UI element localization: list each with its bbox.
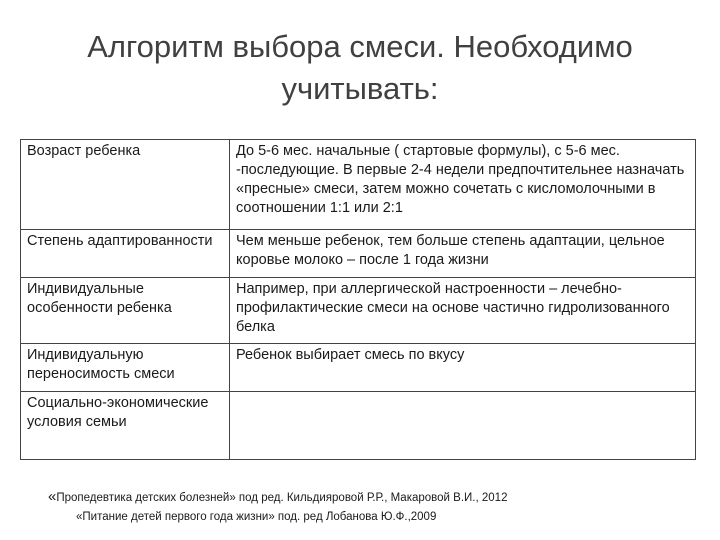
factor-socioeconomic: Социально-экономические условия семьи	[27, 395, 209, 430]
table-cell-factor	[21, 344, 230, 392]
table-cell-detail	[230, 392, 696, 460]
table-cell-factor	[21, 392, 230, 460]
table-row	[21, 140, 696, 230]
slide-title-line-1: Алгоритм выбора смеси. Необходимо	[87, 29, 633, 64]
detail-adaptation: Чем меньше ребенок, тем больше степень адаптации, цельное коровье молоко – после 1 года жизни	[236, 233, 665, 268]
table-row	[21, 344, 696, 392]
factor-adaptation: Степень адаптированности	[27, 233, 213, 249]
table-cell-detail	[230, 230, 696, 278]
detail-tolerance: Ребенок выбирает смесь по вкусу	[236, 347, 465, 363]
selection-criteria-table	[20, 139, 696, 460]
detail-age: До 5-6 мес. начальные ( стартовые формулы), с 5-6 мес. -последующие. В первые 2-4 недели предпочтительнее назначать «пресные» смеси, затем можно сочетать с кисломолочными в соотношении 1:1 или 2:1	[236, 143, 685, 216]
table-cell-factor	[21, 230, 230, 278]
slide-title-line-2: учитывать:	[281, 71, 439, 106]
factor-tolerance: Индивидуальную переносимость смеси	[27, 347, 175, 382]
table-row	[21, 278, 696, 344]
detail-individual-features: Например, при аллергической настроенности – лечебно-профилактические смеси на основе частично гидролизованного белка	[236, 281, 670, 335]
factor-age: Возраст ребенка	[27, 143, 141, 159]
slide-title	[0, 26, 720, 110]
factor-individual-features: Индивидуальные особенности ребенка	[27, 281, 172, 316]
table-row	[21, 392, 696, 460]
table-row	[21, 230, 696, 278]
table-cell-factor	[21, 140, 230, 230]
table-cell-detail	[230, 344, 696, 392]
table-cell-detail	[230, 140, 696, 230]
reference-open-quote: «	[48, 488, 57, 505]
table-cell-factor	[21, 278, 230, 344]
references	[48, 487, 708, 527]
table-cell-detail	[230, 278, 696, 344]
reference-1	[48, 487, 708, 508]
reference-2: «Питание детей первого года жизни» под. ред Лобанова Ю.Ф.,2009	[76, 511, 437, 523]
reference-1-text: Пропедевтика детских болезней» под ред. Кильдияровой Р.Р., Макаровой В.И., 2012	[56, 492, 508, 504]
